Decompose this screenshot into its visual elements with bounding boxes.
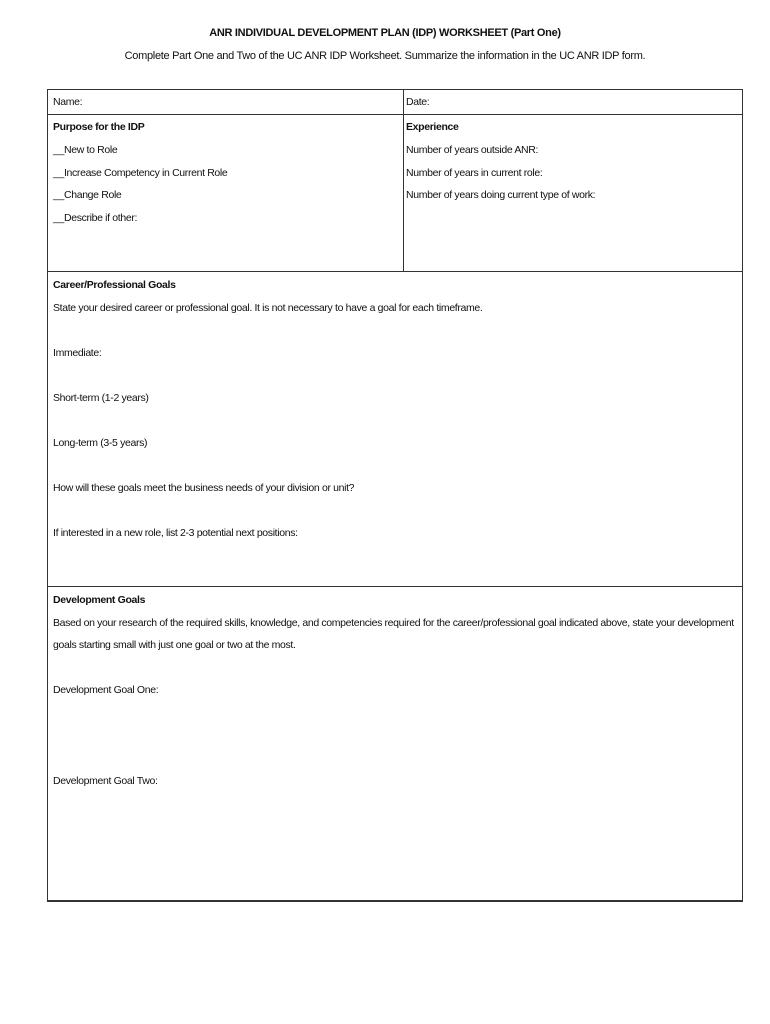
career-goals-heading: Career/Professional Goals (53, 279, 176, 291)
development-goal-one: Development Goal One: (53, 684, 159, 696)
idp-form (47, 89, 743, 902)
name-label: Name: (53, 96, 83, 108)
career-goal-next-positions: If interested in a new role, list 2-3 potential next positions: (53, 527, 298, 539)
purpose-option-change-role[interactable]: __Change Role (53, 189, 122, 201)
development-goals-heading: Development Goals (53, 594, 146, 606)
worksheet-title: ANR INDIVIDUAL DEVELOPMENT PLAN (IDP) WORKSHEET (Part One) (209, 27, 561, 39)
career-goals-instruction: State your desired career or professional goal. It is not necessary to have a goal for each timeframe. (53, 302, 483, 314)
experience-years-current-work: Number of years doing current type of work: (406, 189, 596, 201)
development-goal-two: Development Goal Two: (53, 775, 158, 787)
column-divider (403, 90, 404, 271)
career-goal-business-needs: How will these goals meet the business needs of your division or unit? (53, 482, 355, 494)
career-goal-long-term: Long-term (3-5 years) (53, 437, 148, 449)
experience-years-outside-anr: Number of years outside ANR: (406, 144, 539, 156)
purpose-option-other[interactable]: __Describe if other: (53, 212, 138, 224)
divider-name-row (48, 114, 742, 115)
career-goal-short-term: Short-term (1-2 years) (53, 392, 149, 404)
development-goals-instruction: Based on your research of the required skills, knowledge, and competencies required for the career/professional goal indicated above, state your development goals starting small with just one goal or two at the most. (53, 617, 734, 651)
worksheet-subtitle: Complete Part One and Two of the UC ANR IDP Worksheet. Summarize the information in the UC ANR IDP form. (124, 50, 646, 62)
experience-years-current-role: Number of years in current role: (406, 167, 543, 179)
divider-career-row (48, 586, 742, 587)
career-goal-immediate: Immediate: (53, 347, 102, 359)
purpose-option-new-role[interactable]: __New to Role (53, 144, 118, 156)
date-label: Date: (406, 96, 430, 108)
purpose-option-increase-competency[interactable]: __Increase Competency in Current Role (53, 167, 228, 179)
divider-purpose-row (48, 271, 742, 272)
experience-heading: Experience (406, 121, 459, 133)
purpose-heading: Purpose for the IDP (53, 121, 145, 133)
